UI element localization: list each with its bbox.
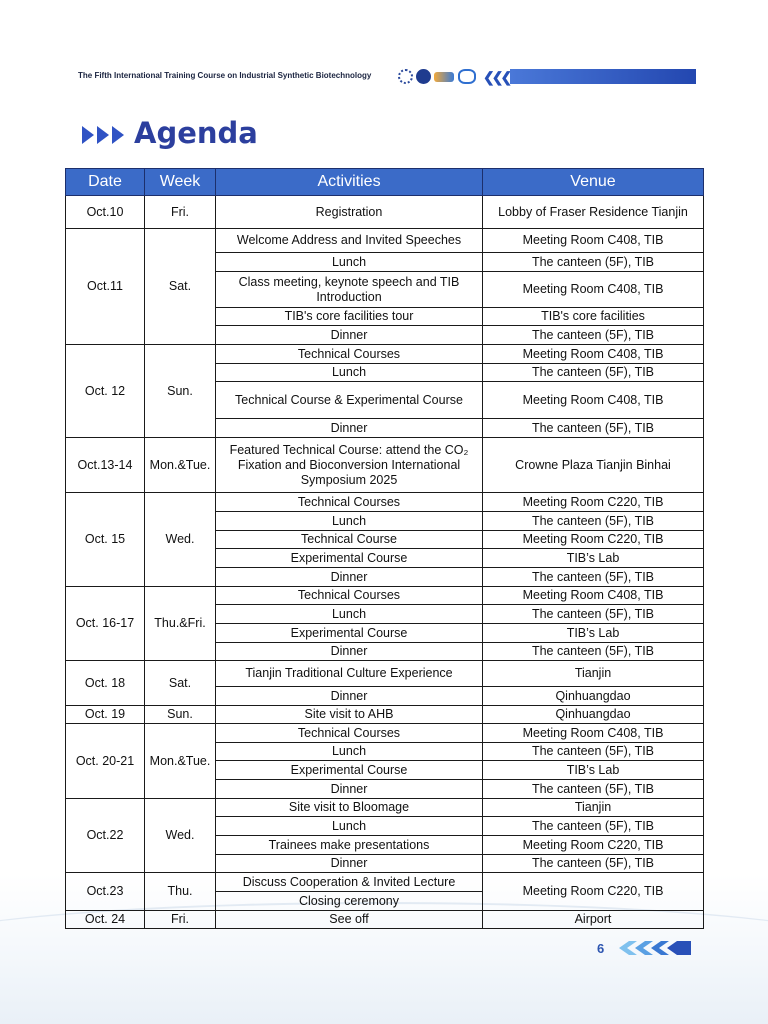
cas-logo-icon: [398, 69, 413, 84]
venue-cell: The canteen (5F), TIB: [483, 364, 704, 382]
activity-cell: Dinner: [216, 326, 483, 345]
venue-cell: The canteen (5F), TIB: [483, 605, 704, 624]
date-cell: Oct. 19: [66, 706, 145, 724]
venue-cell: The canteen (5F), TIB: [483, 743, 704, 761]
venue-cell: Airport: [483, 911, 704, 929]
activity-cell: Registration: [216, 196, 483, 229]
activity-cell: Tianjin Traditional Culture Experience: [216, 661, 483, 687]
activity-cell: Trainees make presentations: [216, 836, 483, 855]
venue-cell: Meeting Room C220, TIB: [483, 493, 704, 512]
venue-cell: The canteen (5F), TIB: [483, 253, 704, 272]
activity-cell: TIB's core facilities tour: [216, 308, 483, 326]
activity-cell: Dinner: [216, 643, 483, 661]
venue-cell: Meeting Room C408, TIB: [483, 345, 704, 364]
table-row: [66, 799, 704, 817]
table-header-row: [66, 169, 704, 196]
activity-cell: Closing ceremony: [216, 892, 483, 911]
table-row: [66, 196, 704, 229]
date-cell: Oct. 20-21: [66, 724, 145, 799]
venue-cell: The canteen (5F), TIB: [483, 855, 704, 873]
activity-cell: Dinner: [216, 568, 483, 587]
activity-cell: Site visit to Bloomage: [216, 799, 483, 817]
venue-cell: Crowne Plaza Tianjin Binhai: [483, 438, 704, 493]
venue-cell: Meeting Room C408, TIB: [483, 724, 704, 743]
activity-cell: Lunch: [216, 605, 483, 624]
week-cell: Sat.: [145, 229, 216, 345]
activity-cell: Dinner: [216, 780, 483, 799]
table-row: [66, 345, 704, 364]
date-cell: Oct. 16-17: [66, 587, 145, 661]
date-cell: Oct. 18: [66, 661, 145, 706]
table-row: [66, 661, 704, 687]
activity-cell: Featured Technical Course: attend the CO₂ Fixation and Bioconversion International Symposium 2025: [216, 438, 483, 493]
page-number: 6: [597, 941, 605, 956]
venue-cell: TIB’s Lab: [483, 624, 704, 643]
triple-arrow-icon: [82, 124, 130, 146]
week-cell: Fri.: [145, 196, 216, 229]
header-venue: Venue: [483, 169, 704, 196]
activity-cell: Technical Courses: [216, 587, 483, 605]
page-title: Agenda: [134, 116, 258, 150]
venue-cell: Qinhuangdao: [483, 706, 704, 724]
venue-cell: TIB’s Lab: [483, 761, 704, 780]
venue-cell: The canteen (5F), TIB: [483, 419, 704, 438]
header-activities: Activities: [216, 169, 483, 196]
week-cell: Sat.: [145, 661, 216, 706]
date-cell: Oct.10: [66, 196, 145, 229]
week-cell: Wed.: [145, 799, 216, 873]
venue-cell: TIB's core facilities: [483, 308, 704, 326]
table-row: [66, 724, 704, 743]
activity-cell: Technical Course & Experimental Course: [216, 382, 483, 419]
activity-cell: Experimental Course: [216, 761, 483, 780]
table-row: [66, 438, 704, 493]
tib-logo-icon: [416, 69, 431, 84]
header-date: Date: [66, 169, 145, 196]
activity-cell: Discuss Cooperation & Invited Lecture: [216, 873, 483, 892]
activity-cell: Dinner: [216, 855, 483, 873]
course-title: The Fifth International Training Course on Industrial Synthetic Biotechnology: [78, 71, 372, 80]
week-cell: Mon.&Tue.: [145, 724, 216, 799]
venue-cell: Meeting Room C408, TIB: [483, 272, 704, 308]
table-row: [66, 873, 704, 892]
agenda-body: [66, 196, 704, 929]
venue-cell: The canteen (5F), TIB: [483, 326, 704, 345]
activity-cell: Lunch: [216, 817, 483, 836]
venue-cell: Meeting Room C220, TIB: [483, 836, 704, 855]
page-header: [78, 68, 696, 86]
activity-cell: Technical Courses: [216, 724, 483, 743]
activity-cell: Site visit to AHB: [216, 706, 483, 724]
date-cell: Oct. 24: [66, 911, 145, 929]
table-row: [66, 706, 704, 724]
date-cell: Oct.22: [66, 799, 145, 873]
venue-cell: TIB’s Lab: [483, 549, 704, 568]
venue-cell: Meeting Room C408, TIB: [483, 382, 704, 419]
venue-cell: Lobby of Fraser Residence Tianjin: [483, 196, 704, 229]
venue-cell: Meeting Room C220, TIB: [483, 873, 704, 911]
activity-cell: Class meeting, keynote speech and TIB Introduction: [216, 272, 483, 308]
activity-cell: Lunch: [216, 512, 483, 531]
anso-logo-icon: [434, 72, 454, 82]
agenda-table: [65, 168, 704, 929]
venue-cell: Tianjin: [483, 799, 704, 817]
week-cell: Sun.: [145, 706, 216, 724]
header-bar: [510, 69, 696, 84]
activity-cell: See off: [216, 911, 483, 929]
activity-cell: Lunch: [216, 743, 483, 761]
activity-cell: Dinner: [216, 687, 483, 706]
activity-cell: Technical Courses: [216, 345, 483, 364]
venue-cell: The canteen (5F), TIB: [483, 643, 704, 661]
venue-cell: Qinhuangdao: [483, 687, 704, 706]
venue-cell: The canteen (5F), TIB: [483, 568, 704, 587]
week-cell: Wed.: [145, 493, 216, 587]
activity-cell: Technical Course: [216, 531, 483, 549]
date-cell: Oct. 12: [66, 345, 145, 438]
table-row: [66, 911, 704, 929]
venue-cell: Meeting Room C408, TIB: [483, 229, 704, 253]
venue-cell: The canteen (5F), TIB: [483, 512, 704, 531]
date-cell: Oct.23: [66, 873, 145, 911]
date-cell: Oct.13-14: [66, 438, 145, 493]
venue-cell: Meeting Room C220, TIB: [483, 531, 704, 549]
week-cell: Thu.: [145, 873, 216, 911]
venue-cell: Tianjin: [483, 661, 704, 687]
table-row: [66, 229, 704, 253]
partner-logos: [398, 68, 488, 86]
header-chevrons-icon: ❮❮❮: [483, 69, 510, 85]
table-row: [66, 587, 704, 605]
date-cell: Oct.11: [66, 229, 145, 345]
table-row: [66, 493, 704, 512]
activity-cell: Lunch: [216, 253, 483, 272]
activity-cell: Experimental Course: [216, 549, 483, 568]
venue-cell: Meeting Room C408, TIB: [483, 587, 704, 605]
week-cell: Fri.: [145, 911, 216, 929]
activity-cell: Lunch: [216, 364, 483, 382]
week-cell: Thu.&Fri.: [145, 587, 216, 661]
venue-cell: The canteen (5F), TIB: [483, 780, 704, 799]
week-cell: Mon.&Tue.: [145, 438, 216, 493]
activity-cell: Technical Courses: [216, 493, 483, 512]
venue-cell: The canteen (5F), TIB: [483, 817, 704, 836]
activity-cell: Experimental Course: [216, 624, 483, 643]
activity-cell: Dinner: [216, 419, 483, 438]
partner-logo-icon: [458, 69, 476, 84]
header-week: Week: [145, 169, 216, 196]
footer-chevrons-icon: [611, 940, 691, 956]
date-cell: Oct. 15: [66, 493, 145, 587]
week-cell: Sun.: [145, 345, 216, 438]
activity-cell: Welcome Address and Invited Speeches: [216, 229, 483, 253]
